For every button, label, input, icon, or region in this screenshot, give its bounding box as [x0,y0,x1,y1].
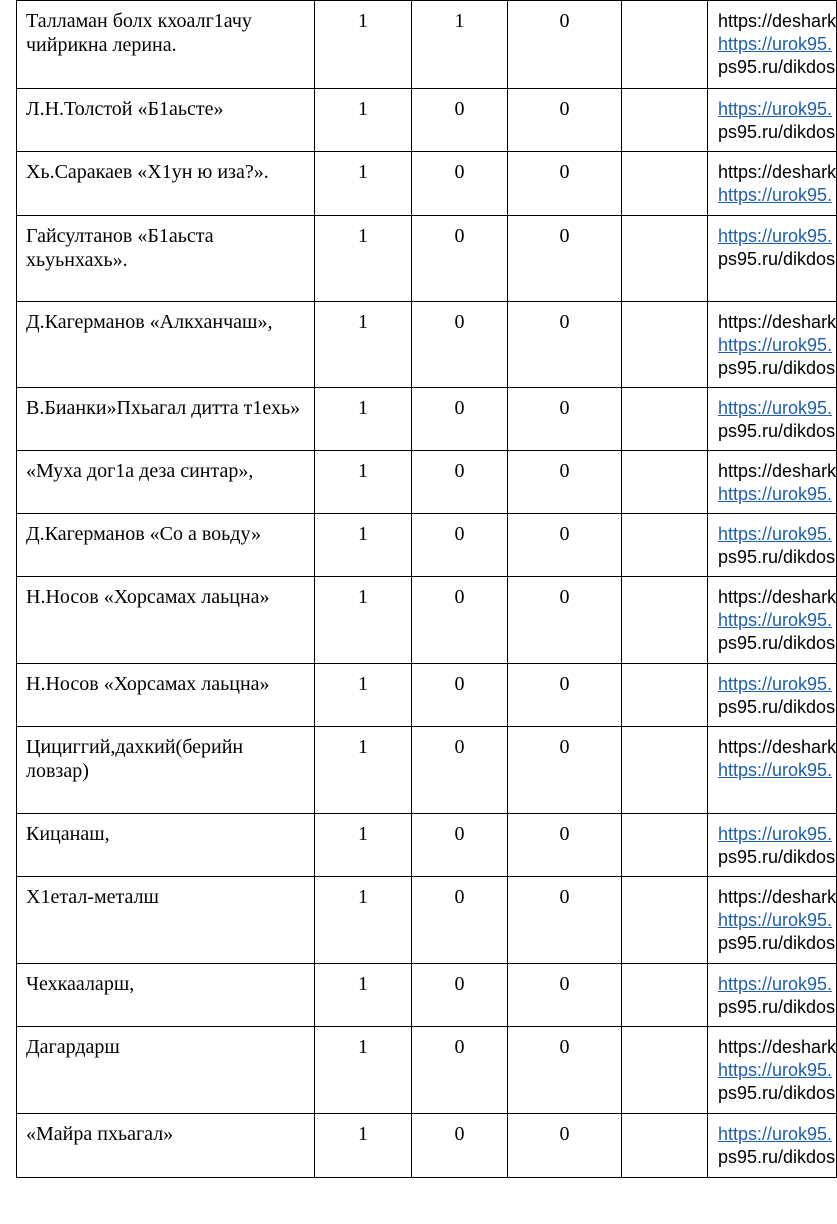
control-works-cell: 0 [412,1114,508,1178]
control-works-cell: 0 [412,302,508,388]
lesson-topic-cell: Хь.Саракаев «Х1ун ю иза?». [17,152,315,216]
resource-links-cell [708,727,837,814]
practical-works-cell: 0 [508,388,622,451]
table-row [17,1114,837,1178]
practical-works-cell: 0 [508,1,622,89]
resource-link[interactable]: https://urok95. [718,484,833,504]
resource-text: ps95.ru/dikdos [718,57,836,77]
date-cell [622,216,708,302]
lesson-table [16,0,837,1178]
resource-links-cell [708,1,837,89]
hours-total-cell: 1 [315,877,412,964]
control-works-cell: 0 [412,388,508,451]
date-cell [622,664,708,727]
resource-link[interactable]: https://urok95. [718,524,833,544]
hours-total-cell: 1 [315,814,412,877]
resource-links-cell [708,577,837,664]
resource-links-cell [708,451,837,514]
table-row [17,89,837,152]
date-cell [622,451,708,514]
date-cell [622,514,708,577]
practical-works-cell: 0 [508,1114,622,1178]
resource-links-cell [708,1027,837,1114]
table-row [17,1027,837,1114]
practical-works-cell: 0 [508,877,622,964]
resource-links-cell [708,664,837,727]
table-row [17,152,837,216]
lesson-topic-cell: Д.Кагерманов «Со а воьду» [17,514,315,577]
resource-link[interactable]: https://urok95. [718,824,833,844]
table-row [17,216,837,302]
control-works-cell: 0 [412,216,508,302]
resource-link[interactable]: https://urok95. [718,99,833,119]
resource-links-cell [708,877,837,964]
resource-text: https://deshark [718,587,837,607]
resource-text: ps95.ru/dikdos [718,847,836,867]
date-cell [622,302,708,388]
resource-link[interactable]: https://urok95. [718,910,833,930]
resource-link[interactable]: https://urok95. [718,1124,833,1144]
lesson-topic-cell: Х1етал-металш [17,877,315,964]
lesson-topic-cell: Дагардарш [17,1027,315,1114]
lesson-topic-cell: Кицанаш, [17,814,315,877]
table-row [17,877,837,964]
resource-links-cell [708,514,837,577]
date-cell [622,814,708,877]
control-works-cell: 0 [412,1027,508,1114]
resource-links-cell [708,814,837,877]
control-works-cell: 0 [412,577,508,664]
date-cell [622,1027,708,1114]
table-row [17,814,837,877]
date-cell [622,1114,708,1178]
lesson-topic-cell: Л.Н.Толстой «Б1аьсте» [17,89,315,152]
hours-total-cell: 1 [315,664,412,727]
resource-text: ps95.ru/dikdos [718,633,836,653]
resource-link[interactable]: https://urok95. [718,226,833,246]
resource-text: https://deshark [718,162,837,182]
practical-works-cell: 0 [508,814,622,877]
resource-link[interactable]: https://urok95. [718,674,833,694]
lesson-topic-cell: Цициггий,дахкий(берийн ловзар) [17,727,315,814]
hours-total-cell: 1 [315,577,412,664]
resource-text: ps95.ru/dikdos [718,1147,836,1167]
resource-link[interactable]: https://urok95. [718,34,833,54]
table-row [17,664,837,727]
resource-links-cell [708,89,837,152]
control-works-cell: 0 [412,814,508,877]
table-row [17,451,837,514]
hours-total-cell: 1 [315,302,412,388]
resource-text: https://deshark [718,312,837,332]
lesson-topic-cell: «Майра пхьагал» [17,1114,315,1178]
practical-works-cell: 0 [508,216,622,302]
resource-link[interactable]: https://urok95. [718,974,833,994]
resource-links-cell [708,1114,837,1178]
practical-works-cell: 0 [508,451,622,514]
table-row [17,388,837,451]
resource-links-cell [708,216,837,302]
resource-text: ps95.ru/dikdos [718,1083,836,1103]
practical-works-cell: 0 [508,89,622,152]
hours-total-cell: 1 [315,1,412,89]
resource-text: ps95.ru/dikdos [718,249,836,269]
practical-works-cell: 0 [508,727,622,814]
lesson-topic-cell: «Муха дог1а деза синтар», [17,451,315,514]
resource-link[interactable]: https://urok95. [718,610,833,630]
date-cell [622,152,708,216]
hours-total-cell: 1 [315,514,412,577]
resource-links-cell [708,388,837,451]
control-works-cell: 1 [412,1,508,89]
date-cell [622,727,708,814]
date-cell [622,388,708,451]
resource-text: https://deshark [718,1037,837,1057]
lesson-topic-cell: Д.Кагерманов «Алкханчаш», [17,302,315,388]
resource-link[interactable]: https://urok95. [718,185,833,205]
control-works-cell: 0 [412,664,508,727]
resource-text: https://deshark [718,461,837,481]
date-cell [622,964,708,1027]
control-works-cell: 0 [412,877,508,964]
control-works-cell: 0 [412,727,508,814]
resource-text: ps95.ru/dikdos [718,122,836,142]
resource-text: ps95.ru/dikdos [718,997,836,1017]
table-row [17,727,837,814]
resource-text: https://deshark [718,887,837,907]
table-row [17,302,837,388]
resource-text: https://deshark [718,11,837,31]
hours-total-cell: 1 [315,727,412,814]
lesson-topic-cell: Н.Носов «Хорсамах лаьцна» [17,577,315,664]
control-works-cell: 0 [412,152,508,216]
control-works-cell: 0 [412,89,508,152]
hours-total-cell: 1 [315,152,412,216]
practical-works-cell: 0 [508,664,622,727]
practical-works-cell: 0 [508,514,622,577]
hours-total-cell: 1 [315,1027,412,1114]
resource-link[interactable]: https://urok95. [718,1060,833,1080]
resource-text: ps95.ru/dikdos [718,933,836,953]
resource-text: ps95.ru/dikdos [718,358,836,378]
table-row [17,577,837,664]
table-row [17,964,837,1027]
practical-works-cell: 0 [508,964,622,1027]
table-row [17,514,837,577]
practical-works-cell: 0 [508,302,622,388]
lesson-topic-cell: Н.Носов «Хорсамах лаьцна» [17,664,315,727]
hours-total-cell: 1 [315,89,412,152]
table-row [17,1,837,89]
resource-text: ps95.ru/dikdos [718,421,836,441]
resource-links-cell [708,152,837,216]
lesson-topic-cell: В.Бианки»Пхьагал дитта т1ехь» [17,388,315,451]
control-works-cell: 0 [412,964,508,1027]
practical-works-cell: 0 [508,577,622,664]
lesson-topic-cell: Чехкааларш, [17,964,315,1027]
lesson-topic-cell: Талламан болх кхоалг1ачу чийрикна лерина. [17,1,315,89]
control-works-cell: 0 [412,514,508,577]
date-cell [622,1,708,89]
resource-text: https://deshark [718,737,837,757]
resource-links-cell [708,302,837,388]
lesson-topic-cell: Гайсултанов «Б1аьста хьуьнхахь». [17,216,315,302]
resource-link[interactable]: https://urok95. [718,335,833,355]
hours-total-cell: 1 [315,1114,412,1178]
hours-total-cell: 1 [315,964,412,1027]
resource-text: ps95.ru/dikdos [718,697,836,717]
hours-total-cell: 1 [315,388,412,451]
lesson-table-body [17,1,837,1178]
resource-link[interactable]: https://urok95. [718,760,833,780]
hours-total-cell: 1 [315,451,412,514]
date-cell [622,877,708,964]
resource-links-cell [708,964,837,1027]
practical-works-cell: 0 [508,1027,622,1114]
hours-total-cell: 1 [315,216,412,302]
resource-text: ps95.ru/dikdos [718,547,836,567]
date-cell [622,577,708,664]
practical-works-cell: 0 [508,152,622,216]
date-cell [622,89,708,152]
resource-link[interactable]: https://urok95. [718,398,833,418]
control-works-cell: 0 [412,451,508,514]
